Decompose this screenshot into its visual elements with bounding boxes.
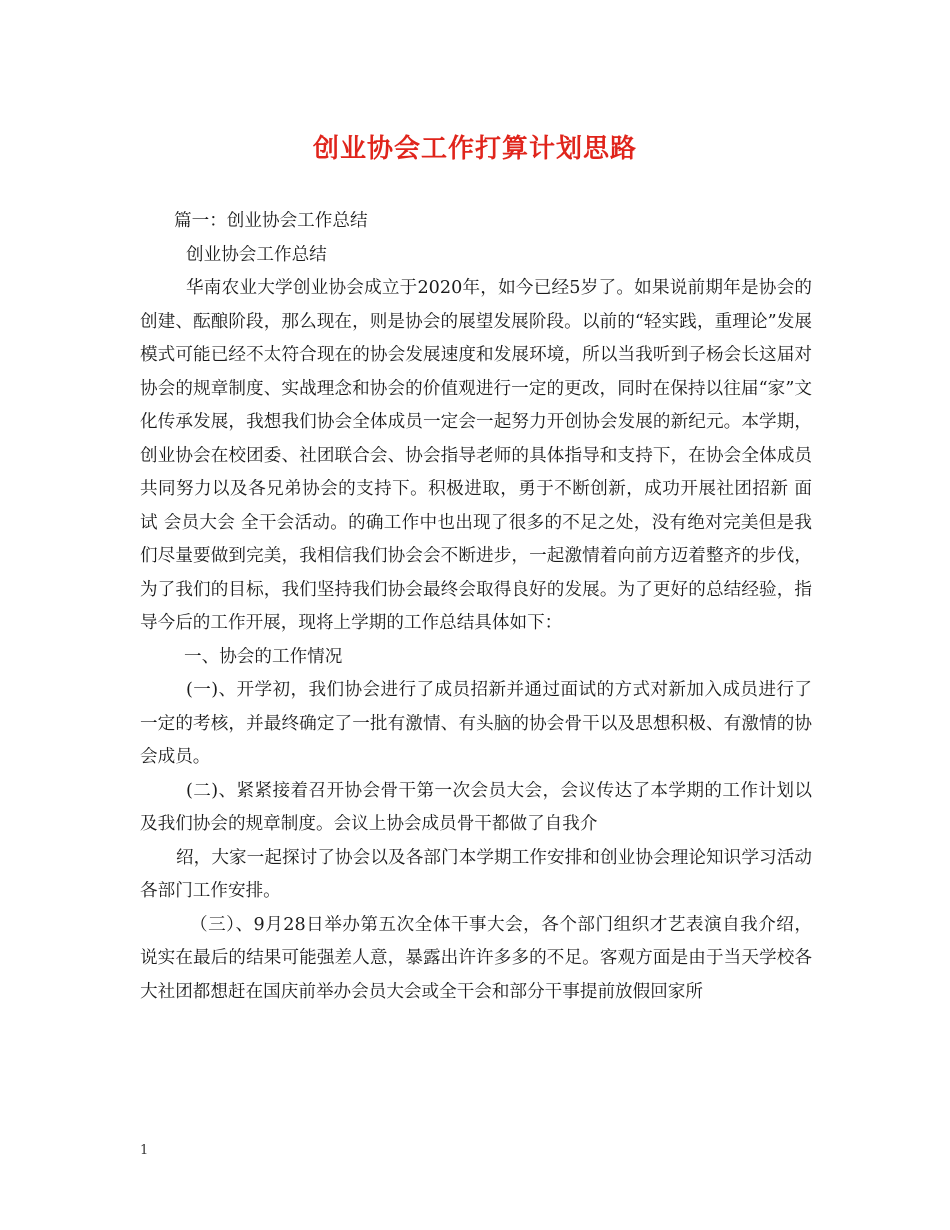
page-number: 1 <box>140 1143 149 1158</box>
subsection-heading: 创业协会工作总结 <box>186 244 327 265</box>
body-paragraph: 绍，大家一起探讨了协会以及各部门本学期工作安排和创业协会理论知识学习活动各部门工作安排。 <box>140 847 812 901</box>
list-heading: 一、协会的工作情况 <box>184 646 343 667</box>
document-title: 创业协会工作打算计划思路 <box>312 134 637 164</box>
body-paragraph: (一)、开学初，我们协会进行了成员招新并通过面试的方式对新加入成员进行了一定的考核，并最终确定了一批有激情、有头脑的协会骨干以及思想积极、有激情的协会成员。 <box>140 680 812 767</box>
body-paragraph: 华南农业大学创业协会成立于2020年，如今已经5岁了。如果说前期年是协会的创建、酝酿阶段，那么现在，则是协会的展望发展阶段。以前的“轻实践，重理论”发展模式可能已经不太符合现在的协会发展速度和发展环境，所以当我听到子杨会长这届对协会的规章制度、实战理念和协会的价值观进行一定的更改，同时在保持以往届“家”文化传承发展，我想我们协会全体成员一定会一起努力开创协会发展的新纪元。本学期，创业协会在校团委、社团联合会、协会指导老师的具体指导和支持下，在协会全体成员共同努力以及各兄弟协会的支持下。积极进取，勇于不断创新，成功开展社团招新 面试 会员大会 全干会活动。的确工作中也出现了很多的不足之处，没有绝对完美但是我们尽量要做到完美，我相信我们协会会不断进步，一起激情着向前方迈着整齐的步伐，为了我们的目标，我们坚持我们协会最终会取得良好的发展。为了更好的总结经验，指导今后的工作开展，现将上学期的工作总结具体如下： <box>140 278 812 633</box>
body-paragraph: （三）、9月28日举办第五次全体干事大会，各个部门组织才艺表演自我介绍，说实在最后的结果可能强差人意，暴露出许许多多的不足。客观方面是由于当天学校各大社团都想赶在国庆前举办会员大会或全干会和部分干事提前放假回家所 <box>140 914 812 1002</box>
document-body <box>140 205 812 1009</box>
body-paragraph: (二)、紧紧接着召开协会骨干第一次会员大会，会议传达了本学期的工作计划以及我们协会的规章制度。会议上协会成员骨干都做了自我介 <box>140 780 812 834</box>
section-heading: 篇一：创业协会工作总结 <box>174 211 368 231</box>
